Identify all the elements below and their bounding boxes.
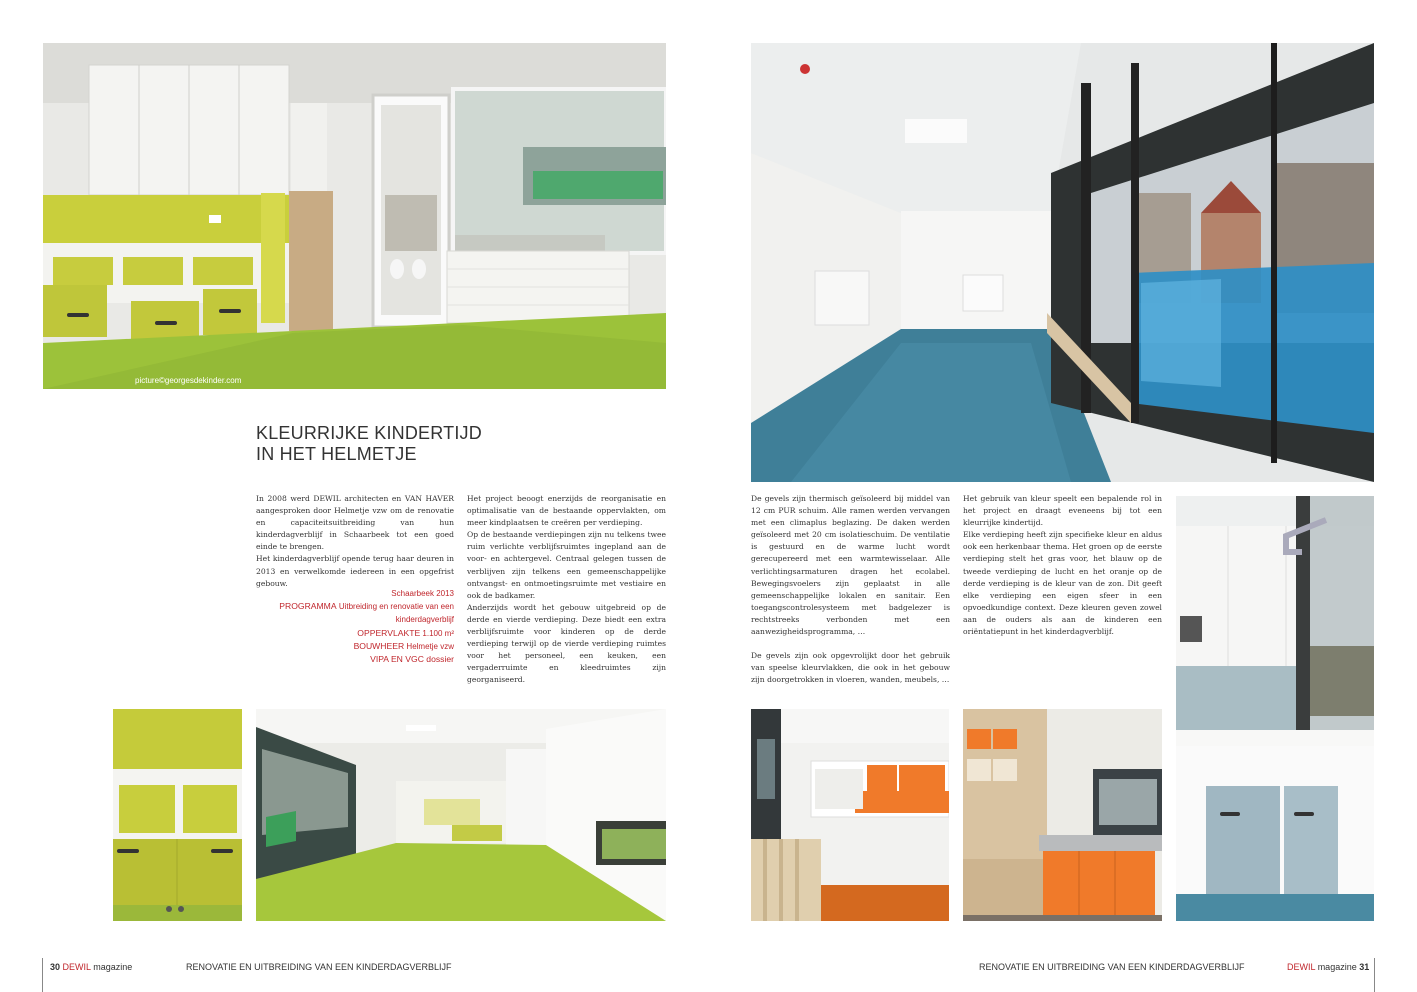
paragraph: In 2008 werd DEWIL architecten en VAN HAVER aangesproken door Helmetje vzw om de renovatie en capaciteitsuitbreiding van hun kinderdagverblijf in Schaarbeek tot een goed einde te brengen. [256, 494, 454, 552]
footer-section-left: RENOVATIE EN UITBREIDING VAN EEN KINDERDAGVERBLIJF [186, 962, 452, 972]
facts-bouwheer: BOUWHEER Helmetje vzw [353, 640, 454, 651]
paragraph: De gevels zijn thermisch geïsoleerd bij middel van 12 cm PUR schuim. Alle ramen werden vervangen met een climaplus beglazing. De daken werden geïsoleerd met 20 cm isolatieschuim. De ventilatie is gestuurd en de warme lucht wordt gerecupereerd met een warmtewisselaar. Alle verlichtingsarmaturen dragen het ecolabel. Bewegingsvoelers zijn geplaatst in alle gemeenschappelijke lokalen en sanitair. Een toegangscontrolesysteem met badgelezer is rechtstreeks verbonden met een aanwezigheidsprogramma, … [751, 494, 950, 637]
photo-orange-kitchen [963, 709, 1162, 921]
photo-yellow-cabinet [113, 709, 242, 921]
headline-line-2: IN HET HELMETJE [256, 444, 417, 464]
footer-magazine-left: magazine [93, 962, 133, 972]
footer-brand-left: DEWIL [62, 962, 91, 972]
project-facts [256, 587, 454, 666]
headline-line-1: KLEURRIJKE KINDERTIJD [256, 423, 482, 443]
footer-left [50, 962, 132, 972]
facts-subsidie: VIPA EN VGC dossier [370, 654, 454, 665]
paragraph: De gevels zijn ook opgevrolijkt door het gebruik van speelse kleurvlakken, die ook in het gebouw zijn doorgetrokken in vloeren, wanden, meubels, … [751, 651, 950, 685]
facts-programma: PROGRAMMA Uitbreiding en renovatie van een kinderdagverblijf [279, 601, 454, 625]
photo-credit: picture©georgesdekinder.com [135, 376, 242, 385]
photo-green-room [43, 43, 666, 389]
footer-section-right: RENOVATIE EN UITBREIDING VAN EEN KINDERDAGVERBLIJF [979, 962, 1245, 972]
page-number-left: 30 [50, 962, 61, 972]
footer-divider-right [1374, 958, 1375, 992]
photo-blue-room [751, 43, 1374, 482]
paragraph: Het project beoogt enerzijds de reorganisatie en optimalisatie van de bestaande oppervlakten, om meer kindplaatsen te creëren per verdieping. [467, 494, 666, 528]
paragraph: Het gebruik van kleur speelt een bepalende rol in het project en draagt eveneens bij tot een kleurrijke kindertijd. [963, 494, 1162, 528]
text-column-2 [467, 493, 666, 687]
paragraph: Op de bestaande verdiepingen zijn nu telkens twee ruim verlichte verblijfsruimtes ingepland aan de voor- en achtergevel. Centraal gelegen tussen de verblijven zijn telkens een gemeenschappelijke ontvangst- en ontmoetingsruimte met vestiaire en ook de badkamer. [467, 530, 666, 600]
footer-magazine-right: magazine [1317, 962, 1357, 972]
paragraph: Anderzijds wordt het gebouw uitgebreid op de derde en vierde verdieping. Deze biedt een extra verblijfsruimte voor kinderen op de derde verdieping terwijl op de vierde verdieping ruimtes voor het personeel, een keuken, een vergaderruimte en kleedruimtes zijn georganiseerd. [467, 602, 666, 685]
paragraph: Elke verdieping heeft zijn specifieke kleur en aldus ook een herkenbaar thema. Het groen op de eerste verdieping stelt het gras voor, het blauw op de tweede verdieping de lucht en het oranje op de derde verdieping is de kleur van de zon. Dit geeft elke verdieping een eigen sfeer in een opvoedkundige context. Deze kleuren geven zowel aan de ouders als aan de kinderen een oriëntatiepunt in het kinderdagverblijf. [963, 530, 1162, 637]
facts-oppervlakte: OPPERVLAKTE 1.100 m² [357, 627, 454, 638]
facts-location: Schaarbeek 2013 [391, 589, 454, 598]
footer-right [1287, 962, 1369, 972]
page-number-right: 31 [1359, 962, 1370, 972]
footer-brand-right: DEWIL [1287, 962, 1316, 972]
paragraph: Het kinderdagverblijf opende terug haar deuren in 2013 en verwelkomde iedereen in een opgefrist gebouw. [256, 554, 454, 588]
article-headline [256, 423, 482, 465]
photo-kitchen-tall [1176, 496, 1374, 921]
text-column-4 [963, 493, 1162, 638]
text-column-3 [751, 493, 950, 686]
footer-divider-left [42, 958, 43, 992]
photo-green-room-wide [256, 709, 666, 921]
text-column-1 [256, 493, 454, 590]
photo-orange-room [751, 709, 949, 921]
